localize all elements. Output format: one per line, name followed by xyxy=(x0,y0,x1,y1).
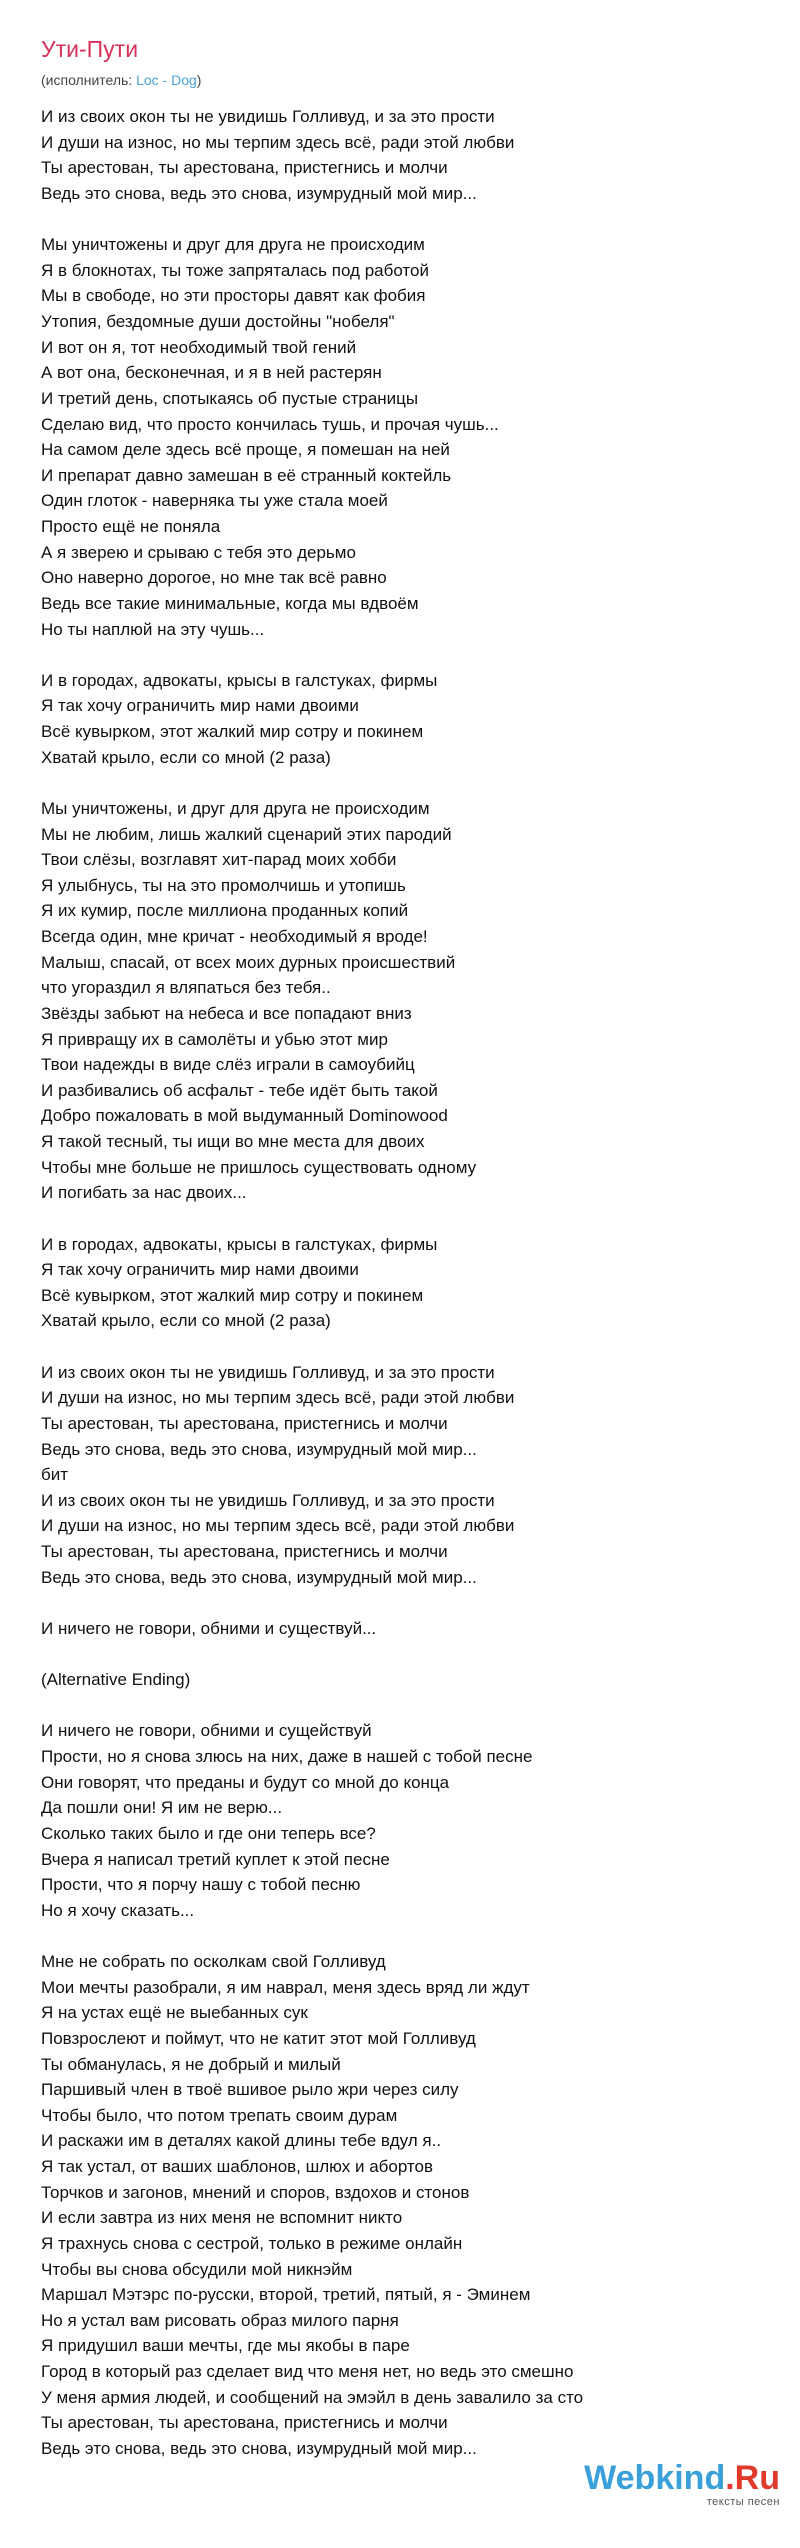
lyric-line: Я улыбнусь, ты на это промолчишь и утопишь xyxy=(41,875,406,895)
lyric-line: И вот он я, тот необходимый твой гений xyxy=(41,337,357,357)
lyric-line: Торчков и загонов, мнений и споров, вздохов и стонов xyxy=(41,2182,470,2202)
stanza-break xyxy=(41,207,761,233)
lyric-line: А вот она, бесконечная, и я в ней растерян xyxy=(41,363,382,383)
lyric-line: И ничего не говори, обними и существуй... xyxy=(41,1618,377,1638)
lyric-line: Я в блокнотах, ты тоже запряталась под работой xyxy=(41,260,429,280)
lyric-line: что угораздил я вляпаться без тебя.. xyxy=(41,978,331,998)
lyric-line: бит xyxy=(41,1465,69,1485)
lyric-line: И души на износ, но мы терпим здесь всё, ради этой любви xyxy=(41,132,515,152)
lyric-line: Просто ещё не поняла xyxy=(41,517,221,536)
lyric-line: Оно наверно дорогое, но мне так всё равно xyxy=(41,568,387,588)
lyric-line: Сделаю вид, что просто кончилась тушь, и прочая чушь... xyxy=(41,414,499,434)
lyric-line: И в городах, адвокаты, крысы в галстуках, фирмы xyxy=(41,1234,438,1254)
song-title: Ути-Пути xyxy=(41,36,139,62)
lyric-line: Я так хочу ограничить мир нами двоими xyxy=(41,696,359,716)
watermark-brand-suffix: .Ru xyxy=(725,2459,780,2497)
lyric-line: Всё кувырком, этот жалкий мир сотру и покинем xyxy=(41,1285,424,1305)
lyric-line: Ты арестован, ты арестована, пристегнись и молчи xyxy=(41,1413,448,1433)
watermark-brand-main: Webkind xyxy=(584,2459,726,2497)
lyric-line: Паршивый член в твоё вшивое рыло жри через силу xyxy=(41,2080,459,2100)
lyric-line: Звёзды забьют на небеса и все попадают вниз xyxy=(41,1003,412,1023)
artist-line xyxy=(41,72,201,88)
lyric-line: Мы не любим, лишь жалкий сценарий этих пародий xyxy=(41,824,452,844)
lyric-line: У меня армия людей, и сообщений на эмэйл в день завалило за сто xyxy=(41,2387,584,2407)
artist-suffix: ) xyxy=(196,72,202,88)
stanza-break xyxy=(41,642,761,668)
lyric-line: И препарат давно замешан в её странный коктейль xyxy=(41,465,452,485)
lyric-line: Твои надежды в виде слёз играли в самоубийц xyxy=(41,1055,415,1075)
lyric-line: Мы уничтожены и друг для друга не происходим xyxy=(41,235,425,255)
lyric-line: Ведь все такие минимальные, когда мы вдвоём xyxy=(41,593,419,613)
stanza-break xyxy=(41,1590,761,1616)
lyrics-block xyxy=(41,104,761,2462)
lyric-line: Ты обманулась, я не добрый и милый xyxy=(41,2054,341,2074)
lyric-line: Хватай крыло, если со мной (2 раза) xyxy=(41,747,331,767)
lyric-line: Я трахнусь снова с сестрой, только в режиме онлайн xyxy=(41,2233,463,2253)
lyric-line: А я зверею и срываю с тебя это дерьмо xyxy=(41,542,356,562)
lyric-line: Ты арестован, ты арестована, пристегнись и молчи xyxy=(41,2413,448,2433)
lyric-line: Ты арестован, ты арестована, пристегнись и молчи xyxy=(41,158,448,178)
lyric-line: И погибать за нас двоих... xyxy=(41,1183,247,1203)
lyric-line: Всегда один, мне кричат - необходимый я вроде! xyxy=(41,927,428,946)
lyric-line: Повзрослеют и поймут, что не катит этот мой Голливуд xyxy=(41,2028,476,2048)
lyric-line: Мои мечты разобрали, я им наврал, меня здесь вряд ли ждут xyxy=(41,1977,530,1997)
lyric-line: Ведь это снова, ведь это снова, изумрудный мой мир... xyxy=(41,2438,477,2458)
lyric-line: И из своих окон ты не увидишь Голливуд, и за это прости xyxy=(41,1362,495,1382)
lyric-line: Они говорят, что преданы и будут со мной до конца xyxy=(41,1772,450,1792)
lyric-line: Ведь это снова, ведь это снова, изумрудный мой мир... xyxy=(41,1439,477,1459)
lyric-line: Я их кумир, после миллиона проданных копий xyxy=(41,901,409,921)
lyric-line: Всё кувырком, этот жалкий мир сотру и покинем xyxy=(41,722,424,741)
lyric-line: Я на устах ещё не выебанных сук xyxy=(41,2003,308,2023)
lyric-line: Сколько таких было и где они теперь все? xyxy=(41,1823,376,1843)
lyric-line: И из своих окон ты не увидишь Голливуд, и за это прости xyxy=(41,107,495,126)
lyric-line: И из своих окон ты не увидишь Голливуд, и за это прости xyxy=(41,1490,495,1510)
lyric-line: Чтобы мне больше не пришлось существовать одному xyxy=(41,1157,477,1177)
lyric-line: Но я устал вам рисовать образ милого парня xyxy=(41,2310,399,2330)
lyric-line: Мы уничтожены, и друг для друга не происходим xyxy=(41,798,430,818)
lyric-line: На самом деле здесь всё проще, я помешан на ней xyxy=(41,440,450,460)
lyric-line: И души на износ, но мы терпим здесь всё, ради этой любви xyxy=(41,1388,515,1408)
lyric-line: Я привращу их в самолёты и убью этот мир xyxy=(41,1029,388,1049)
lyric-line: Малыш, спасай, от всех моих дурных происшествий xyxy=(41,952,456,972)
lyric-line: Я так устал, от ваших шаблонов, шлюх и абортов xyxy=(41,2157,433,2176)
lyric-line: Добро пожаловать в мой выдуманный Dominowood xyxy=(41,1106,448,1126)
lyric-line: И если завтра из них меня не вспомнит никто xyxy=(41,2208,403,2228)
lyric-line: И третий день, спотыкаясь об пустые страницы xyxy=(41,388,419,408)
lyric-line: Город в который раз сделает вид что меня нет, но ведь это смешно xyxy=(41,2362,574,2381)
lyric-line: Чтобы вы снова обсудили мой никнэйм xyxy=(41,2259,353,2279)
lyric-line: И в городах, адвокаты, крысы в галстуках, фирмы xyxy=(41,670,438,690)
watermark-logo xyxy=(584,2461,780,2495)
lyric-line: Прости, но я снова злюсь на них, даже в нашей с тобой песне xyxy=(41,1747,533,1766)
artist-prefix: (исполнитель: xyxy=(41,72,137,88)
lyric-line: Но ты наплюй на эту чушь... xyxy=(41,619,265,639)
stanza-break xyxy=(41,1206,761,1232)
lyric-line: Да пошли они! Я им не верю... xyxy=(41,1798,283,1818)
lyric-line: И раскажи им в деталях какой длины тебе вдул я.. xyxy=(41,2131,442,2151)
webkind-watermark[interactable] xyxy=(584,2461,780,2508)
lyric-line: Но я хочу сказать... xyxy=(41,1900,195,1920)
lyric-line: Твои слёзы, возглавят хит-парад моих хобби xyxy=(41,850,397,870)
stanza-break xyxy=(41,1334,761,1360)
artist-link[interactable]: Loc - Dog xyxy=(136,72,197,88)
lyric-line: Прости, что я порчу нашу с тобой песню xyxy=(41,1875,361,1895)
lyric-line: Ты арестован, ты арестована, пристегнись и молчи xyxy=(41,1542,448,1561)
stanza-break xyxy=(41,1642,761,1668)
lyric-line: Ведь это снова, ведь это снова, изумрудный мой мир... xyxy=(41,183,477,203)
lyric-line: И души на износ, но мы терпим здесь всё, ради этой любви xyxy=(41,1516,515,1536)
lyric-line: Ведь это снова, ведь это снова, изумрудный мой мир... xyxy=(41,1567,477,1587)
lyric-line: Я придушил ваши мечты, где мы якобы в паре xyxy=(41,2336,410,2356)
lyric-line: И ничего не говори, обними и сущействуй xyxy=(41,1721,372,1741)
lyric-line: Я так хочу ограничить мир нами двоими xyxy=(41,1260,359,1280)
stanza-break xyxy=(41,1923,761,1949)
lyric-line: Утопия, бездомные души достойны "нобеля" xyxy=(41,312,395,331)
lyric-line: Маршал Мэтэрс по-русски, второй, третий, пятый, я - Эминем xyxy=(41,2285,531,2305)
lyric-line: Я такой тесный, ты ищи во мне места для двоих xyxy=(41,1132,425,1151)
lyric-line: (Alternative Ending) xyxy=(41,1670,191,1690)
lyric-line: Один глоток - наверняка ты уже стала моей xyxy=(41,491,388,511)
lyric-line: И разбивались об асфальт - тебе идёт быть такой xyxy=(41,1080,438,1100)
lyric-line: Мне не собрать по осколкам свой Голливуд xyxy=(41,1952,386,1971)
watermark-subtitle: тексты песен xyxy=(706,2496,780,2508)
lyric-line: Чтобы было, что потом трепать своим дурам xyxy=(41,2105,398,2125)
lyric-line: Хватай крыло, если со мной (2 раза) xyxy=(41,1311,331,1331)
lyric-line: Мы в свободе, но эти просторы давят как фобия xyxy=(41,286,426,306)
stanza-break xyxy=(41,770,761,796)
stanza-break xyxy=(41,1693,761,1719)
lyric-line: Вчера я написал третий куплет к этой песне xyxy=(41,1849,390,1869)
